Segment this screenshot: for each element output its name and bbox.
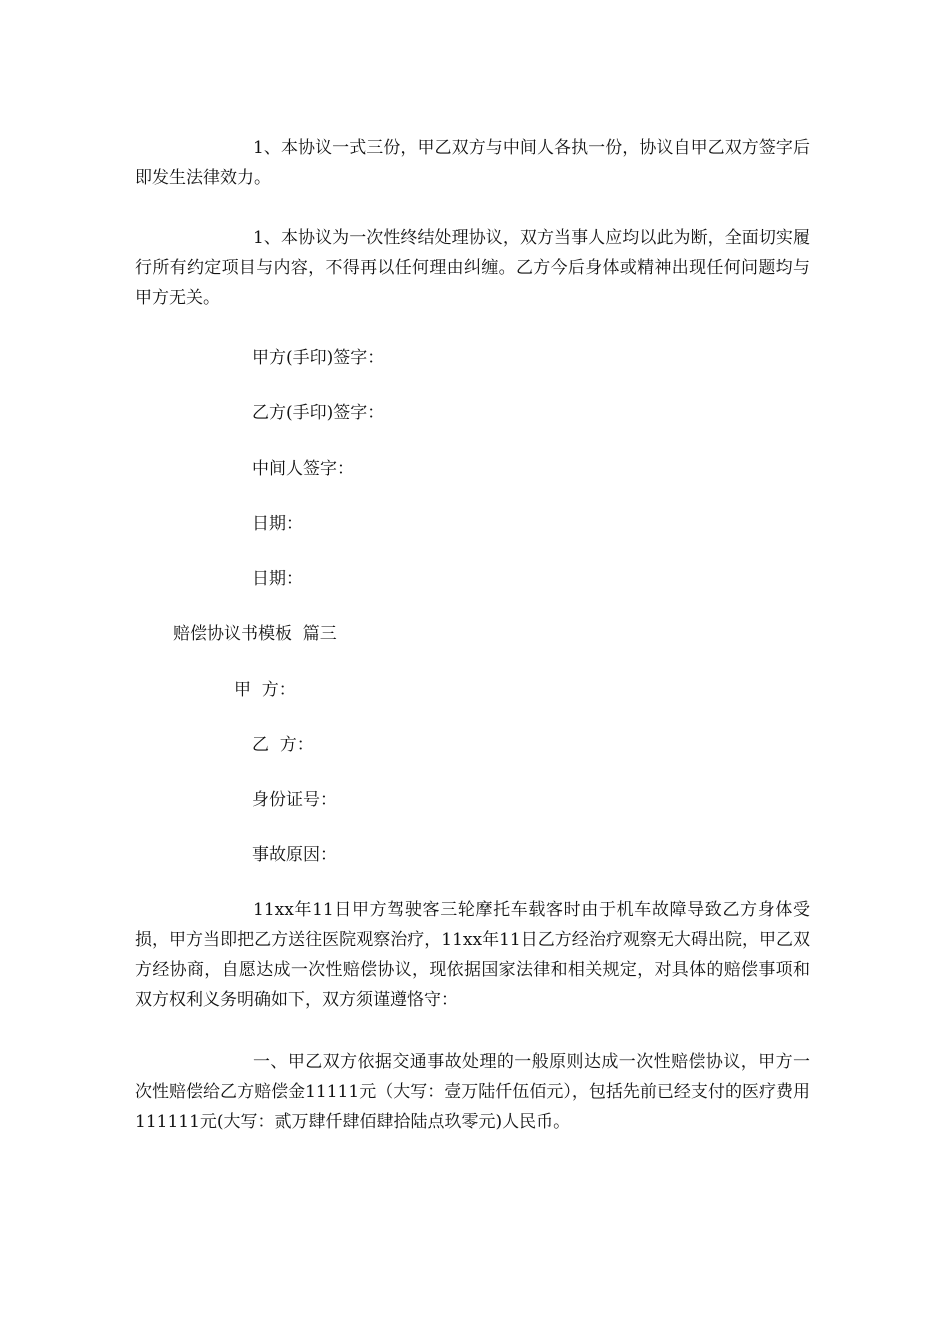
accident-description: 11xx年11日甲方驾驶客三轮摩托车载客时由于机车故障导致乙方身体受损，甲方当即把乙方送往医院观察治疗，11xx年11日乙方经治疗观察无大碍出院，甲乙双方经协商，自愿达成一次性赔偿协议，现依据国家法律和相关规定，对具体的赔偿事项和双方权利义务明确如下，双方须谨遵恪守： (135, 900, 810, 1010)
section-title: 赔偿协议书模板 篇三 (173, 624, 337, 644)
signature-date-1: 日期： (252, 514, 303, 534)
clause-copies: 1、本协议一式三份，甲乙双方与中间人各执一份，协议自甲乙双方签字后即发生法律效力。 (135, 138, 810, 188)
signature-date-2: 日期： (252, 569, 303, 589)
signature-party-b: 乙方(手印)签字： (252, 403, 385, 423)
clause-final-settlement: 1、本协议为一次性终结处理协议，双方当事人应均以此为断，全面切实履行所有约定项目与内容，不得再以任何理由纠缠。乙方今后身体或精神出现任何问题均与甲方无关。 (135, 228, 810, 308)
signature-party-a: 甲方(手印)签字： (252, 348, 385, 368)
id-number-label: 身份证号： (252, 790, 337, 810)
signature-intermediary: 中间人签字： (252, 459, 354, 479)
party-a-label: 甲 方： (234, 680, 296, 700)
party-b-label: 乙 方： (252, 735, 314, 755)
accident-cause-label: 事故原因： (252, 845, 337, 865)
article-one: 一、甲乙双方依据交通事故处理的一般原则达成一次性赔偿协议，甲方一次性赔偿给乙方赔偿金11111元（大写：壹万陆仟伍佰元），包括先前已经支付的医疗费用111111元(大写：贰万肆仟肆佰肆拾陆点玖零元)人民币。 (135, 1052, 810, 1132)
